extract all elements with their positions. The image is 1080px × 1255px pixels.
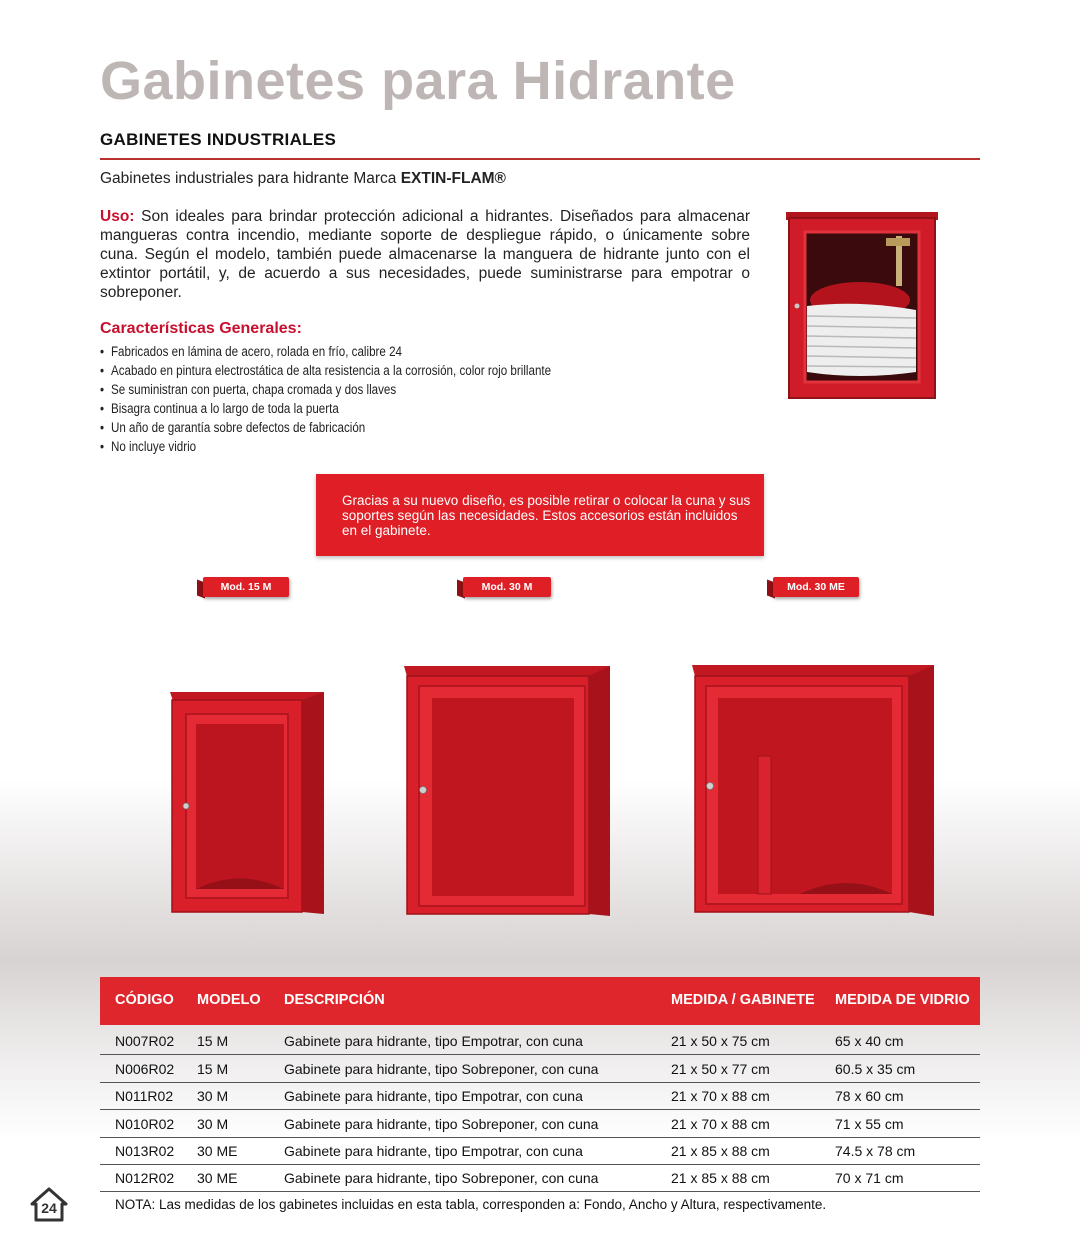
cabinet-15m (170, 692, 324, 914)
cell-codigo: N007R02 (115, 1033, 175, 1049)
cell-medida-gabinete: 21 x 50 x 75 cm (671, 1033, 770, 1049)
model-tag-30m: Mod. 30 M (463, 577, 551, 597)
cell-modelo: 15 M (197, 1061, 229, 1077)
page-number-badge (30, 1186, 68, 1222)
cell-medida-gabinete: 21 x 50 x 77 cm (671, 1061, 770, 1077)
cell-codigo: N011R02 (115, 1088, 174, 1104)
page-title: Gabinetes para Hidrante (100, 51, 736, 111)
feature-item: • Un año de garantía sobre defectos de fabricación (100, 418, 702, 437)
header-codigo: CÓDIGO (115, 992, 174, 1008)
cell-medida-vidrio: 60.5 x 35 cm (835, 1061, 916, 1077)
cell-medida-vidrio: 65 x 40 cm (835, 1033, 904, 1049)
cell-modelo: 30 ME (197, 1170, 238, 1186)
hose-cabinet-photo (786, 212, 938, 398)
feature-item: • No incluye vidrio (100, 437, 702, 456)
cell-codigo: N010R02 (115, 1116, 175, 1132)
uso-text: Son ideales para brindar protección adicional a hidrantes. Diseñados para almacenar mangueras contra incendio, mediante soporte de despliegue rápido, o únicamente sobre cuna. Según el modelo, también puede almacenarse la manguera de hidrante junto con el extintor portátil, y, de acuerdo a sus necesidades, puede suministrarse para empotrar o sobreponer. (100, 208, 750, 301)
cell-medida-gabinete: 21 x 85 x 88 cm (671, 1143, 770, 1159)
feature-item: • Bisagra continua a lo largo de toda la puerta (100, 399, 702, 418)
cell-medida-vidrio: 71 x 55 cm (835, 1116, 904, 1132)
cell-medida-gabinete: 21 x 85 x 88 cm (671, 1170, 770, 1186)
uso-label: Uso: (100, 208, 135, 225)
model-tag-15m: Mod. 15 M (203, 577, 289, 597)
table-header (100, 977, 980, 1025)
cell-codigo: N013R02 (115, 1143, 175, 1159)
header-medida-vidrio: MEDIDA DE VIDRIO (835, 992, 970, 1008)
feature-item: • Fabricados en lámina de acero, rolada en frío, calibre 24 (100, 342, 702, 361)
header-descripcion: DESCRIPCIÓN (284, 992, 385, 1008)
cell-descripcion: Gabinete para hidrante, tipo Empotrar, con cuna (284, 1143, 583, 1159)
cell-descripcion: Gabinete para hidrante, tipo Empotrar, con cuna (284, 1033, 583, 1049)
table-row (100, 1027, 980, 1055)
cell-medida-gabinete: 21 x 70 x 88 cm (671, 1116, 770, 1132)
notice-box (316, 474, 764, 556)
cell-modelo: 30 ME (197, 1143, 238, 1159)
cell-descripcion: Gabinete para hidrante, tipo Sobreponer, con cuna (284, 1061, 599, 1077)
feature-item: • Se suministran con puerta, chapa cromada y dos llaves (100, 380, 702, 399)
table-row (100, 1110, 980, 1138)
cell-codigo: N012R02 (115, 1170, 175, 1186)
table-row (100, 1164, 980, 1192)
header-modelo: MODELO (197, 992, 261, 1008)
cell-descripcion: Gabinete para hidrante, tipo Sobreponer, con cuna (284, 1170, 599, 1186)
model-tag-30me: Mod. 30 ME (773, 577, 859, 597)
cell-medida-vidrio: 70 x 71 cm (835, 1170, 904, 1186)
cell-descripcion: Gabinete para hidrante, tipo Empotrar, con cuna (284, 1088, 583, 1104)
table-row (100, 1082, 980, 1110)
cell-modelo: 30 M (197, 1116, 229, 1132)
table-row (100, 1055, 980, 1083)
table-note: NOTA: Las medidas de los gabinetes incluidas en esta tabla, corresponden a: Fondo, Ancho y Altura, respectivamente. (115, 1197, 827, 1212)
page-number: 24 (41, 1200, 57, 1216)
cell-medida-vidrio: 78 x 60 cm (835, 1088, 904, 1104)
brand-name: EXTIN-FLAM® (400, 170, 506, 187)
header-medida-gabinete: MEDIDA / GABINETE (671, 992, 815, 1008)
cell-descripcion: Gabinete para hidrante, tipo Sobreponer, con cuna (284, 1116, 599, 1132)
section-subtitle: GABINETES INDUSTRIALES (100, 130, 337, 149)
features-title: Características Generales: (100, 320, 302, 337)
cell-medida-vidrio: 74.5 x 78 cm (835, 1143, 916, 1159)
cell-codigo: N006R02 (115, 1061, 175, 1077)
cell-modelo: 30 M (197, 1088, 229, 1104)
cell-modelo: 15 M (197, 1033, 229, 1049)
cabinet-30m (404, 666, 610, 916)
notice-text: Gracias a su nuevo diseño, es posible retirar o colocar la cuna y sus soportes según las necesidades. Estos accesorios están incluidos en el gabinete. (342, 493, 751, 538)
feature-item: • Acabado en pintura electrostática de alta resistencia a la corrosión, color rojo brillante (100, 361, 702, 380)
table-row (100, 1137, 980, 1165)
intro-prefix: Gabinetes industriales para hidrante Marca (100, 170, 401, 187)
cell-medida-gabinete: 21 x 70 x 88 cm (671, 1088, 770, 1104)
cabinet-30me (692, 665, 934, 916)
